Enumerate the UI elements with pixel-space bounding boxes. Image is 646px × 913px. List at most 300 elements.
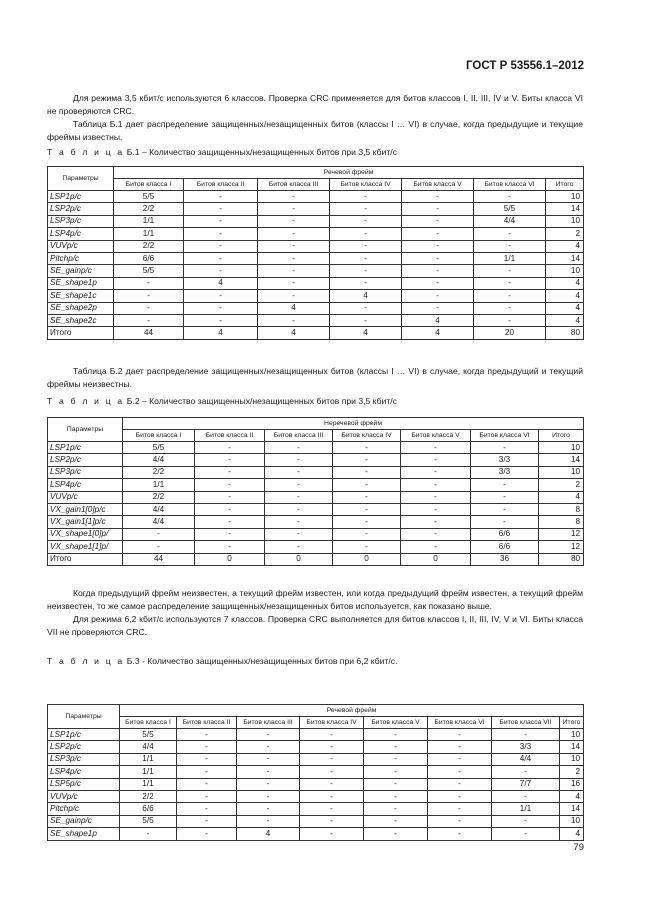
value-cell: 10 (546, 215, 584, 227)
value-cell: - (237, 815, 300, 827)
paragraph-text: Для режима 3,5 кбит/с используются 6 классов. Проверка CRC применяется для битов классов I, II, III, IV и V. Биты класса VI не проверяются CRC. (47, 93, 583, 116)
value-cell: - (123, 528, 195, 540)
value-cell: - (300, 766, 364, 778)
value-cell: - (258, 314, 330, 326)
column-header: Битов класса VI (471, 430, 539, 442)
value-cell: - (492, 790, 560, 802)
param-cell: LSP1p/c (48, 729, 120, 741)
value-cell: - (258, 265, 330, 277)
table-caption (47, 147, 397, 157)
paragraph-text: Таблица Б.2 дает распределение защищенных/незащищенных битов (классы I … VI) в случае, когда предыдущий и текущий фреймы неизвестны. (47, 366, 583, 389)
value-cell: - (471, 479, 539, 491)
column-header: Битов класса II (195, 430, 265, 442)
value-cell: 4 (258, 327, 330, 339)
caption-text: Б.3 - Количество защищенных/незащищенных битов при 6,2 кбит/с. (126, 656, 398, 666)
table-row (48, 314, 584, 326)
table-row (48, 778, 584, 790)
value-cell: - (364, 803, 428, 815)
column-header: Битов класса VI (474, 179, 546, 191)
param-cell: LSP4p/c (48, 479, 123, 491)
value-cell: - (428, 828, 492, 840)
value-cell: - (402, 203, 474, 215)
value-cell: 10 (560, 815, 584, 827)
value-cell: 6/6 (471, 528, 539, 540)
value-cell: - (184, 191, 258, 203)
value-cell: - (474, 240, 546, 252)
param-cell: VUVp/c (48, 491, 123, 503)
value-cell: - (330, 215, 402, 227)
table-row (48, 528, 584, 540)
param-cell: SE_shape2c (48, 314, 114, 326)
value-cell: 4/4 (123, 454, 195, 466)
table-row (48, 203, 584, 215)
value-cell: 4 (560, 828, 584, 840)
value-cell: - (177, 778, 237, 790)
value-cell: 3/3 (492, 741, 560, 753)
param-cell: SE_shape1p (48, 277, 114, 289)
value-cell: - (471, 442, 539, 454)
column-header: Итого (560, 717, 584, 729)
value-cell: 80 (546, 327, 584, 339)
value-cell: 4 (402, 327, 474, 339)
group-header: Речевой фрейм (120, 705, 584, 717)
value-cell: 4 (184, 277, 258, 289)
value-cell: 4 (546, 290, 584, 302)
value-cell: - (177, 766, 237, 778)
param-cell: VX_shape1[0]p/ (48, 528, 123, 540)
column-header: Битов класса V (401, 430, 471, 442)
value-cell: 44 (114, 327, 184, 339)
value-cell: - (428, 753, 492, 765)
value-cell: - (258, 203, 330, 215)
column-header: Битов класса IV (330, 179, 402, 191)
value-cell: - (195, 541, 265, 553)
value-cell: - (184, 203, 258, 215)
value-cell: - (402, 215, 474, 227)
value-cell: 1/1 (114, 215, 184, 227)
value-cell: - (184, 302, 258, 314)
value-cell: - (401, 466, 471, 478)
value-cell: - (195, 442, 265, 454)
value-cell: 8 (539, 516, 584, 528)
value-cell: 10 (546, 191, 584, 203)
table-row (48, 803, 584, 815)
value-cell: - (401, 528, 471, 540)
value-cell: - (364, 729, 428, 741)
value-cell: - (184, 252, 258, 264)
value-cell: - (330, 252, 402, 264)
value-cell: - (474, 228, 546, 240)
value-cell: 10 (560, 753, 584, 765)
value-cell: - (492, 815, 560, 827)
param-cell: Итого (48, 553, 123, 565)
value-cell: - (237, 753, 300, 765)
caption-prefix: Т а б л и ц а (47, 396, 125, 406)
value-cell: - (123, 541, 195, 553)
value-cell: - (401, 479, 471, 491)
value-cell: 4/4 (474, 215, 546, 227)
value-cell: - (428, 766, 492, 778)
value-cell: - (300, 803, 364, 815)
value-cell: 4 (330, 290, 402, 302)
table-row (48, 491, 584, 503)
caption-prefix: Т а б л и ц а (47, 656, 125, 666)
value-cell: - (330, 314, 402, 326)
value-cell: 4 (539, 491, 584, 503)
value-cell: - (402, 290, 474, 302)
value-cell: - (364, 815, 428, 827)
value-cell: - (265, 442, 333, 454)
table-row (48, 302, 584, 314)
value-cell: - (471, 503, 539, 515)
param-cell: LSP3p/c (48, 753, 120, 765)
table-row (48, 265, 584, 277)
page-number: 79 (573, 842, 584, 853)
param-cell: LSP2p/c (48, 203, 114, 215)
value-cell: - (258, 240, 330, 252)
value-cell: 6/6 (471, 541, 539, 553)
value-cell: 5/5 (114, 265, 184, 277)
value-cell: 0 (401, 553, 471, 565)
value-cell: 14 (546, 203, 584, 215)
value-cell: 1/1 (474, 252, 546, 264)
param-cell: LSP4p/c (48, 228, 114, 240)
value-cell: - (474, 191, 546, 203)
value-cell: 1/1 (120, 753, 177, 765)
value-cell: 3/3 (471, 466, 539, 478)
value-cell: - (265, 466, 333, 478)
table-row (48, 191, 584, 203)
value-cell: - (177, 828, 237, 840)
value-cell: 2/2 (120, 790, 177, 802)
value-cell: - (402, 265, 474, 277)
param-cell: VUVp/c (48, 240, 114, 252)
value-cell: 14 (560, 803, 584, 815)
value-cell: 2/2 (123, 491, 195, 503)
value-cell: - (177, 803, 237, 815)
table-row (48, 790, 584, 802)
value-cell: 10 (560, 729, 584, 741)
value-cell: - (265, 516, 333, 528)
value-cell: - (114, 302, 184, 314)
value-cell: - (364, 790, 428, 802)
value-cell: 0 (333, 553, 401, 565)
value-cell: 4 (546, 277, 584, 289)
value-cell: 0 (265, 553, 333, 565)
value-cell: - (300, 753, 364, 765)
value-cell: - (333, 528, 401, 540)
table-b3 (47, 704, 584, 841)
param-cell: LSP3p/c (48, 215, 114, 227)
column-header: Битов класса I (123, 430, 195, 442)
param-cell: SE_gainp/c (48, 265, 114, 277)
param-cell: LSP2p/c (48, 741, 120, 753)
value-cell: - (402, 240, 474, 252)
value-cell: - (474, 302, 546, 314)
value-cell: 4 (184, 327, 258, 339)
value-cell: - (333, 491, 401, 503)
value-cell: - (428, 815, 492, 827)
value-cell: - (237, 790, 300, 802)
value-cell: - (364, 778, 428, 790)
value-cell: - (258, 252, 330, 264)
value-cell: - (265, 541, 333, 553)
table-b2 (47, 417, 584, 566)
value-cell: - (333, 541, 401, 553)
value-cell: - (364, 828, 428, 840)
value-cell: 5/5 (114, 191, 184, 203)
value-cell: - (401, 454, 471, 466)
value-cell: 4 (330, 327, 402, 339)
value-cell: 4 (546, 240, 584, 252)
value-cell: - (333, 479, 401, 491)
table-row (48, 240, 584, 252)
value-cell: - (474, 290, 546, 302)
value-cell: - (258, 215, 330, 227)
value-cell: 1/1 (492, 803, 560, 815)
column-header: Битов класса V (364, 717, 428, 729)
value-cell: - (300, 741, 364, 753)
caption-text: Б.2 – Количество защищенных/незащищенных битов при 3,5 кбит/с (126, 396, 397, 406)
value-cell: - (177, 753, 237, 765)
value-cell: 14 (560, 741, 584, 753)
value-cell: 2/2 (123, 466, 195, 478)
column-header: Битов класса III (237, 717, 300, 729)
value-cell: - (333, 442, 401, 454)
param-cell: SE_shape2p (48, 302, 114, 314)
param-cell: LSP3p/c (48, 466, 123, 478)
value-cell: 2 (546, 228, 584, 240)
column-header: Битов класса VII (492, 717, 560, 729)
param-cell: Итого (48, 327, 114, 339)
value-cell: - (184, 265, 258, 277)
table-row (48, 503, 584, 515)
table-row (48, 741, 584, 753)
param-cell: LSP5p/c (48, 778, 120, 790)
value-cell: - (265, 491, 333, 503)
group-header: Речевой фрейм (114, 167, 584, 179)
value-cell: - (237, 729, 300, 741)
column-header: Итого (539, 430, 584, 442)
param-cell: LSP4p/c (48, 766, 120, 778)
table-row (48, 541, 584, 553)
value-cell: - (428, 790, 492, 802)
paragraph-b2 (47, 365, 583, 391)
table-row (48, 516, 584, 528)
value-cell: - (300, 815, 364, 827)
value-cell: - (258, 228, 330, 240)
value-cell: - (258, 277, 330, 289)
value-cell: - (300, 729, 364, 741)
param-cell: VX_gain1[1]p/c (48, 516, 123, 528)
value-cell: 2/2 (114, 240, 184, 252)
value-cell: - (265, 479, 333, 491)
value-cell: - (300, 828, 364, 840)
value-cell: 2 (560, 766, 584, 778)
total-row (48, 327, 584, 339)
value-cell: 4/4 (492, 753, 560, 765)
value-cell: 1/1 (120, 778, 177, 790)
caption-text: Б.1 – Количество защищенных/незащищенных битов при 3,5 кбит/с (126, 147, 397, 157)
value-cell: - (333, 503, 401, 515)
column-header: Битов класса IV (333, 430, 401, 442)
paragraph-text: Таблица Б.1 дает распределение защищенных/незащищенных битов (классы I … VI) в случае, когда предыдущие и текущие фреймы известны. (47, 119, 583, 142)
group-header: Неречевой фрейм (123, 418, 584, 430)
value-cell: 4 (258, 302, 330, 314)
value-cell: - (265, 503, 333, 515)
value-cell: - (333, 516, 401, 528)
value-cell: - (195, 479, 265, 491)
value-cell: 3/3 (471, 454, 539, 466)
intro-paragraph (47, 92, 583, 144)
value-cell: 8 (539, 503, 584, 515)
value-cell: 6/6 (114, 252, 184, 264)
value-cell: - (364, 753, 428, 765)
value-cell: - (177, 729, 237, 741)
value-cell: 4 (402, 314, 474, 326)
value-cell: - (195, 503, 265, 515)
value-cell: - (258, 191, 330, 203)
value-cell: - (471, 491, 539, 503)
value-cell: - (114, 314, 184, 326)
paragraph-text: Когда предыдущий фрейм неизвестен, а текущий фрейм известен, или когда предыдущий фрейм известен, а текущий фрейм неизвестен, то же самое распределение защищенных/незащищенных битов используется, как показано выше. (47, 588, 583, 611)
param-cell: LSP1p/c (48, 442, 123, 454)
value-cell: 80 (539, 553, 584, 565)
value-cell: 10 (546, 265, 584, 277)
column-header: Битов класса III (258, 179, 330, 191)
value-cell: - (474, 265, 546, 277)
value-cell: - (364, 766, 428, 778)
value-cell: - (265, 528, 333, 540)
param-cell: VUVp/c (48, 790, 120, 802)
param-header: Параметры (48, 167, 114, 191)
value-cell: 1/1 (120, 766, 177, 778)
table-b1 (47, 166, 584, 340)
value-cell: 5/5 (120, 815, 177, 827)
column-header: Итого (546, 179, 584, 191)
param-header: Параметры (48, 705, 120, 729)
table-row (48, 753, 584, 765)
value-cell: - (114, 277, 184, 289)
value-cell: - (474, 314, 546, 326)
value-cell: 10 (539, 442, 584, 454)
value-cell: - (402, 277, 474, 289)
value-cell: 4 (237, 828, 300, 840)
value-cell: - (300, 790, 364, 802)
value-cell: - (237, 778, 300, 790)
value-cell: 4/4 (123, 516, 195, 528)
value-cell: 10 (539, 466, 584, 478)
table-row (48, 479, 584, 491)
value-cell: - (177, 815, 237, 827)
value-cell: - (177, 790, 237, 802)
value-cell: 2/2 (114, 203, 184, 215)
value-cell: 20 (474, 327, 546, 339)
value-cell: - (402, 252, 474, 264)
param-cell: LSP2p/c (48, 454, 123, 466)
table-row (48, 454, 584, 466)
value-cell: 4 (560, 790, 584, 802)
value-cell: - (330, 228, 402, 240)
column-header: Битов класса III (265, 430, 333, 442)
value-cell: - (184, 240, 258, 252)
value-cell: - (184, 228, 258, 240)
value-cell: - (195, 491, 265, 503)
value-cell: - (330, 203, 402, 215)
value-cell: - (401, 541, 471, 553)
total-row (48, 553, 584, 565)
value-cell: 4 (546, 302, 584, 314)
value-cell: 14 (539, 454, 584, 466)
value-cell: - (237, 803, 300, 815)
table-row (48, 828, 584, 840)
value-cell: 4/4 (123, 503, 195, 515)
param-header: Параметры (48, 418, 123, 442)
value-cell: - (195, 466, 265, 478)
value-cell: - (492, 729, 560, 741)
param-cell: Pitchp/c (48, 803, 120, 815)
param-cell: Pitchp/c (48, 252, 114, 264)
value-cell: - (330, 240, 402, 252)
value-cell: 5/5 (120, 729, 177, 741)
value-cell: - (333, 466, 401, 478)
param-cell: VX_shape1[1]p/ (48, 541, 123, 553)
param-cell: VX_gain1[0]p/c (48, 503, 123, 515)
value-cell: - (402, 191, 474, 203)
value-cell: - (428, 803, 492, 815)
column-header: Битов класса V (402, 179, 474, 191)
value-cell: - (401, 516, 471, 528)
table-row (48, 277, 584, 289)
value-cell: 5/5 (123, 442, 195, 454)
value-cell: - (330, 277, 402, 289)
value-cell: 1/1 (114, 228, 184, 240)
value-cell: - (402, 302, 474, 314)
param-cell: LSP1p/c (48, 191, 114, 203)
value-cell: - (195, 516, 265, 528)
value-cell: - (120, 828, 177, 840)
value-cell: - (428, 729, 492, 741)
value-cell: - (258, 290, 330, 302)
value-cell: - (401, 491, 471, 503)
table-row (48, 252, 584, 264)
column-header: Битов класса IV (300, 717, 364, 729)
value-cell: - (265, 454, 333, 466)
table-row (48, 442, 584, 454)
document-id: ГОСТ Р 53556.1–2012 (466, 60, 584, 72)
column-header: Битов класса VI (428, 717, 492, 729)
value-cell: 36 (471, 553, 539, 565)
value-cell: - (364, 741, 428, 753)
value-cell: - (330, 191, 402, 203)
value-cell: - (237, 766, 300, 778)
value-cell: 4 (546, 314, 584, 326)
value-cell: - (300, 778, 364, 790)
value-cell: - (474, 277, 546, 289)
value-cell: 16 (560, 778, 584, 790)
value-cell: 0 (195, 553, 265, 565)
column-header: Битов класса I (114, 179, 184, 191)
value-cell: - (184, 290, 258, 302)
column-header: Битов класса II (177, 717, 237, 729)
param-cell: SE_gainp/c (48, 815, 120, 827)
value-cell: 6/6 (120, 803, 177, 815)
table-caption (47, 396, 397, 406)
param-cell: SE_shape1p (48, 828, 120, 840)
value-cell: - (471, 516, 539, 528)
value-cell: - (428, 741, 492, 753)
table-row (48, 466, 584, 478)
